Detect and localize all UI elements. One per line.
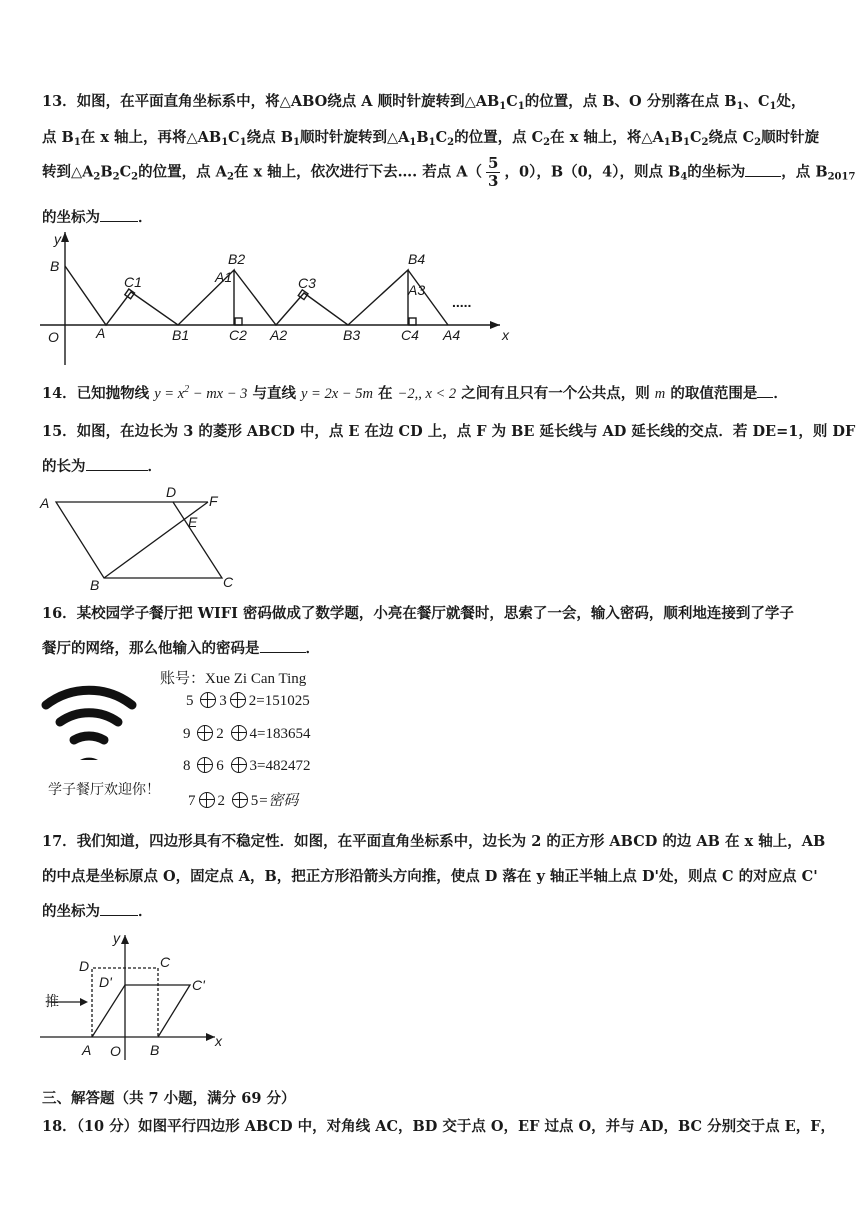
- fig13-label: C3: [298, 275, 316, 291]
- fig13-label: A3: [408, 282, 426, 298]
- fig17-label-b: B: [150, 1042, 160, 1058]
- fig13-label: B: [50, 258, 60, 274]
- wifi-account: 账号：Xue Zi Can Ting: [160, 671, 307, 687]
- fig13-ellipsis: .....: [452, 294, 472, 310]
- fig13-label: A: [96, 325, 106, 341]
- fig13-label: y: [54, 231, 61, 247]
- fig17-label-x: x: [215, 1033, 222, 1049]
- circle-plus-icon: [231, 757, 247, 773]
- fraction-5-3: $\frac{5}{3}$: [488, 154, 499, 190]
- code-row-3: 8 6 3=482472: [183, 758, 311, 774]
- fig13-label: B4: [408, 251, 426, 267]
- fig13-label: C4: [401, 327, 419, 343]
- q17-line1: 17．我们知道，四边形具有不稳定性．如图，在平面直角坐标系中，边长为 2 的正方形 ABCD 的边 AB 在 x 轴上，AB: [42, 833, 826, 850]
- section-heading: 三、解答题（共 7 小题，满分 69 分）: [42, 1090, 296, 1107]
- fig15-label-c: C: [223, 574, 234, 590]
- circle-plus-icon: [230, 692, 246, 708]
- fig17-label-dprime: D': [99, 974, 112, 990]
- wifi-welcome-text: 学子餐厅欢迎你！: [48, 782, 160, 798]
- code-row-4: 7 2 5=密码: [188, 793, 299, 809]
- q13-line3: 转到$\triangle A_2B_2C_2$的位置，点 $A_2$在 x 轴上，依次进行下去…. 若点 A（ $\frac{5}{3}$ ，0），B（0，4），则点 $B_4$的坐标为 ，点 $B_{2017}$: [42, 154, 856, 190]
- fig13-label: C2: [229, 327, 247, 343]
- answer-blank: [260, 652, 306, 653]
- code-row-1: 5 3 2=151025: [186, 693, 310, 709]
- circle-plus-icon: [199, 792, 215, 808]
- answer-blank: [86, 470, 148, 471]
- q16-line2: 餐厅的网络，那么他输入的密码是 ．: [42, 640, 320, 657]
- circle-plus-icon: [231, 725, 247, 741]
- circle-plus-icon: [200, 692, 216, 708]
- q17-line3: 的坐标为 ．: [42, 903, 153, 920]
- fig17-label-push: 推: [45, 993, 59, 1009]
- fig17-label-c: C: [160, 954, 171, 970]
- q13-line4: 的坐标为 ．: [42, 209, 153, 226]
- q13-line2: 点 $B_1$在 x 轴上，再将$\triangle AB_1C_1$绕点 $B_1$顺时针旋转到$\triangle A_1B_1C_2$的位置，点 $C_2$在 x 轴上，将$\triangle A_1B_1C_2$绕点 $C_2$顺时针旋: [42, 129, 820, 148]
- fig15-label-f: F: [209, 493, 218, 509]
- fig17-label-d: D: [79, 958, 90, 974]
- fig13-label: A1: [215, 269, 233, 285]
- q15-line2: 的长为 ．: [42, 458, 162, 475]
- fig13-label: x: [502, 327, 509, 343]
- fig17-label-cprime: C': [192, 977, 205, 993]
- q17-line2: 的中点是坐标原点 O，固定点 A，B，把正方形沿箭头方向推，使点 D 落在 y 轴正半轴上点 D'处，则点 C 的对应点 C': [42, 868, 818, 885]
- circle-plus-icon: [197, 757, 213, 773]
- fig17-label-y: y: [113, 930, 120, 946]
- fig13-label: B1: [172, 327, 190, 343]
- fig13-label: O: [48, 329, 59, 345]
- fig13-label: A2: [270, 327, 288, 343]
- fig13-label: B2: [228, 251, 246, 267]
- q16-line1: 16．某校园学子餐厅把 WIFI 密码做成了数学题，小亮在餐厅就餐时，思索了一会，输入密码，顺利地连接到了学子: [42, 605, 794, 622]
- fig15-label-b: B: [90, 577, 100, 593]
- q15-line1: 15．如图，在边长为 3 的菱形 ABCD 中，点 E 在边 CD 上，点 F 为 BE 延长线与 AD 延长线的交点．若 DE=1，则 DF: [42, 423, 856, 440]
- answer-blank: [100, 915, 138, 916]
- circle-plus-icon: [232, 792, 248, 808]
- fig13-label: B3: [343, 327, 361, 343]
- answer-blank: [100, 221, 138, 222]
- circle-plus-icon: [197, 725, 213, 741]
- code-row-2: 9 2 4=183654: [183, 726, 311, 742]
- fig15-label-d: D: [166, 484, 177, 500]
- fig17-label-a: A: [82, 1042, 92, 1058]
- fig15-label-e: E: [188, 514, 198, 530]
- fig17-label-o: O: [110, 1043, 121, 1059]
- q18-line1: 18．（10 分）如图平行四边形 ABCD 中，对角线 AC，BD 交于点 O，EF 过点 O，并与 AD，BC 分别交于点 E，F，: [42, 1118, 835, 1135]
- fig13-label: C1: [124, 274, 142, 290]
- q14-line: 14．已知抛物线 $y = x^2$ − mx − 3 与直线 y = 2x − 5m 在 −2,, x < 2 之间有且只有一个公共点，则 m 的取值范围是 ．: [42, 384, 788, 402]
- answer-blank: [745, 176, 781, 177]
- fig13-label: A4: [443, 327, 461, 343]
- fig15-label-a: A: [40, 495, 50, 511]
- q13-line1: 13．如图，在平面直角坐标系中，将△ABO绕点 A 顺时针旋转到$\triangle AB_1C_1$的位置，点 B、O 分别落在点 $B_1$、$C_1$处，: [42, 93, 806, 112]
- answer-blank: [757, 397, 773, 398]
